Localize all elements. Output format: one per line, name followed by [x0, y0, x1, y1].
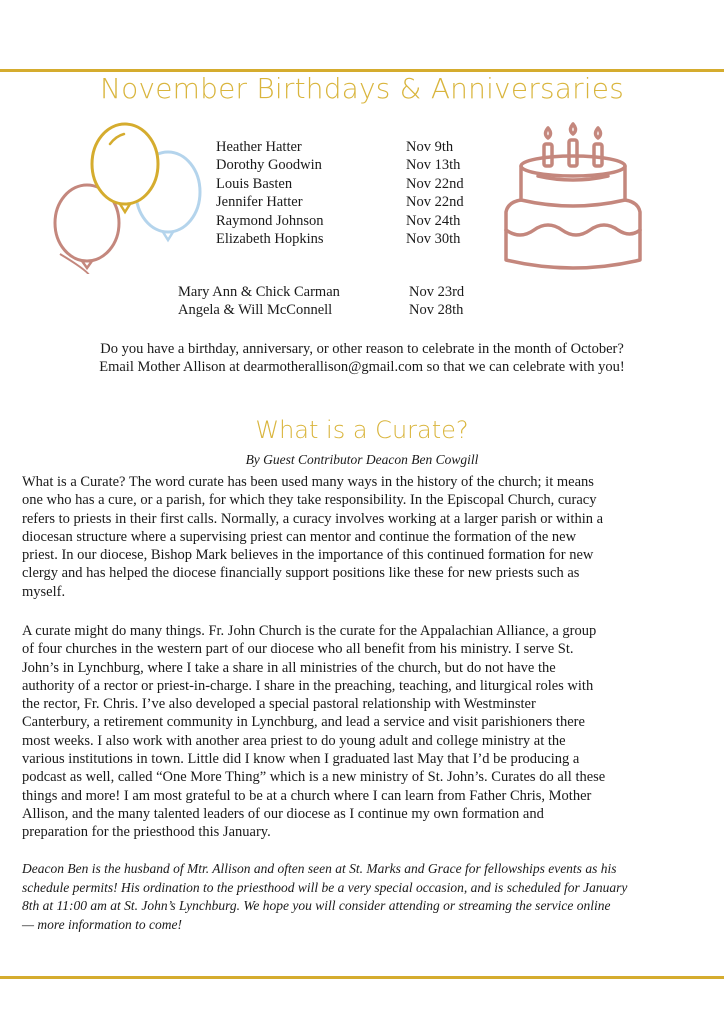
text-line: preparation for the priesthood this January. — [22, 824, 271, 841]
article-paragraph-2 — [22, 622, 712, 842]
text-line: of four churches in the western part of our diocese who all benefit from his ministry. I serve St. — [22, 641, 574, 658]
anniversary-name: Mary Ann & Chick Carman — [178, 284, 340, 300]
birthday-row — [216, 230, 464, 248]
text-line: — more information to come! — [22, 916, 182, 932]
text-line: authority of a rector or priest-in-charge. I share in the preaching, teaching, and liturgical roles with — [22, 677, 594, 694]
anniversary-name: Angela & Will McConnell — [178, 302, 333, 319]
birthday-date: Nov 22nd — [406, 175, 464, 192]
birthday-row — [216, 156, 464, 174]
birthday-cake-icon — [498, 120, 648, 272]
birthday-name: Raymond Johnson — [216, 212, 324, 229]
text-line: Allison, and the many talented leaders of our diocese as I continue my own formation and — [22, 805, 544, 822]
birthday-name: Dorothy Goodwin — [216, 157, 322, 174]
anniversary-date: Nov 28th — [409, 302, 464, 319]
balloons-icon — [50, 122, 210, 274]
birthday-date: Nov 30th — [406, 231, 461, 248]
text-line: John’s in Lynchburg, where I take a share in all ministries of the church, but do not have the — [22, 659, 556, 676]
birthday-date: Nov 9th — [406, 139, 454, 155]
birthday-name: Jennifer Hatter — [216, 194, 303, 211]
text-line: various institutions in town. Little did I know when I graduated last May that I’d be producing a — [22, 751, 580, 768]
birthday-row — [216, 212, 464, 230]
text-line: refers to priests in their first calls. Normally, a curacy involves working at a larger parish or within a — [22, 510, 604, 527]
birthday-name: Louis Basten — [216, 175, 293, 192]
birthday-date: Nov 13th — [406, 157, 461, 174]
birthday-date: Nov 22nd — [406, 194, 464, 211]
text-line: the rector, Fr. Chris. I’ve also developed a special pastoral relationship with Westminster — [22, 696, 536, 713]
birthday-name: Elizabeth Hopkins — [216, 231, 324, 248]
article-byline: By Guest Contributor Deacon Ben Cowgill — [245, 452, 479, 467]
author-note — [22, 860, 712, 934]
birthday-row — [216, 138, 464, 156]
text-line: A curate might do many things. Fr. John Church is the curate for the Appalachian Alliance, a group — [22, 623, 597, 639]
birthday-list — [216, 138, 464, 248]
anniversary-row — [178, 301, 464, 319]
text-line: diocesan structure where a supervising priest can mentor and continue the formation of the new — [22, 528, 577, 545]
bottom-divider — [0, 976, 724, 979]
text-line: myself. — [22, 583, 66, 600]
celebrate-prompt — [20, 340, 704, 376]
text-line: Deacon Ben is the husband of Mtr. Allison and often seen at St. Marks and Grace for fellowships events as his — [22, 861, 617, 876]
prompt-line: Email Mother Allison at dearmotherallison@gmail.com so that we can celebrate with you! — [99, 359, 625, 375]
text-line: things and more! I am most grateful to be at a church where I can learn from Father Chris, Mother — [22, 787, 592, 804]
anniversary-date: Nov 23rd — [409, 284, 465, 300]
text-line: What is a Curate? The word curate has been used many ways in the history of the church; it means — [22, 474, 594, 490]
page-title: November Birthdays & Anniversaries — [99, 72, 625, 105]
anniversary-row — [178, 283, 464, 301]
birthday-date: Nov 24th — [406, 212, 461, 229]
text-line: clergy and has helped the diocese financially support positions like these for new priests such as — [22, 565, 580, 582]
article-paragraph-1 — [22, 473, 712, 601]
prompt-line: Do you have a birthday, anniversary, or other reason to celebrate in the month of October? — [100, 341, 624, 357]
text-line: Canterbury, a retirement community in Lynchburg, and lead a service and visit parishioners there — [22, 714, 585, 731]
birthday-name: Heather Hatter — [216, 139, 302, 155]
text-line: one who has a cure, or a parish, for which they take responsibility. In the Episcopal Church, curacy — [22, 492, 597, 509]
text-line: most weeks. I also work with another area priest to do young adult and college ministry at the — [22, 732, 566, 749]
birthday-row — [216, 175, 464, 193]
birthday-row — [216, 193, 464, 211]
article-title: What is a Curate? — [255, 416, 469, 444]
text-line: podcast as well, called “One More Thing” which is a new ministry of St. John’s. Curates do all these — [22, 769, 606, 786]
anniversary-list — [178, 283, 464, 320]
text-line: 8th at 11:00 am at St. John’s Lynchburg. We hope you will consider attending or streaming the service online — [22, 898, 611, 913]
text-line: schedule permits! His ordination to the priesthood will be a very special occasion, and is scheduled for January — [22, 879, 628, 895]
text-line: priest. In our diocese, Bishop Mark believes in the importance of this continued formation for new — [22, 547, 594, 564]
